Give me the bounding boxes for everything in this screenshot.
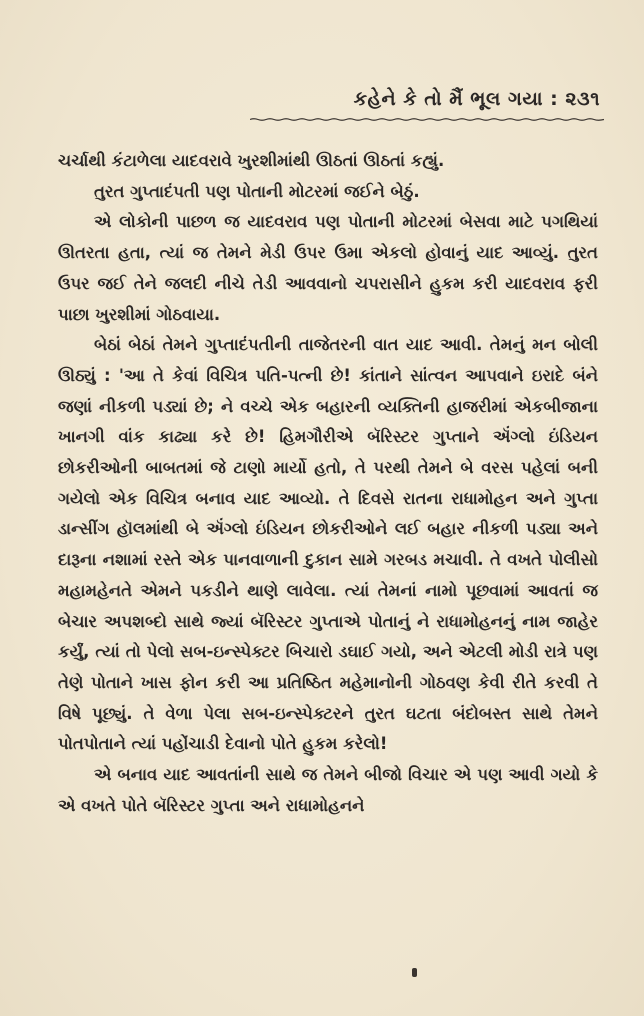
header-wavy-rule	[250, 118, 604, 121]
paragraph-1: ચર્ચાથી કંટાળેલા યાદવરાવે ખુરશીમાંથી ઊઠતાં ઊઠતાં કહ્યું.	[58, 151, 445, 170]
ink-speck	[412, 968, 417, 977]
paragraph-3: એ લોકોની પાછળ જ યાદવરાવ પણ પોતાની મોટરમાં બેસવા માટે પગથિયાં ઊતરતા હતા, ત્યાં જ તેમને મેડી ઉપર ઉમા એકલો હોવાનું યાદ આવ્યું. તુરત ઉપર જઈ તેને જલદી નીચે તેડી આવવાનો ચપરાસીને હુકમ કરી યાદવરાવ ફરી પાછા ખુરશીમાં ગોઠવાયા.	[58, 212, 598, 324]
running-title: કહેને કે તો મૈં ભૂલ ગયા : ૨૩૧	[353, 88, 600, 110]
page-body	[58, 146, 598, 821]
paragraph-4: બેઠાં બેઠાં તેમને ગુપ્તાદંપતીની તાજેતરની વાત યાદ આવી. તેમનું મન બોલી ઊઠ્યું : 'આ તે કેવાં વિચિત્ર પતિ-પત્ની છે! કાંતાને સાંત્વન આપવાને ઇરાદે બંને જણાં નીકળી પડ્યાં છે; ને વચ્ચે એક બહારની વ્યક્તિની હાજરીમાં એકબીજાના ખાનગી વાંક કાઢ્યા કરે છે! હિમગૌરીએ બૅરિસ્ટર ગુપ્તાને ઍંગ્લો ઇંડિયન છોકરીઓની બાબતમાં જે ટાણો માર્યો હતો, તે પરથી તેમને બે વરસ પહેલાં બની ગયેલો એક વિચિત્ર બનાવ યાદ આવ્યો. તે દિવસે રાતના રાધામોહન અને ગુપ્તા ડાન્સીંગ હૉલમાંથી બે ઍંગ્લો ઇંડિયન છોકરીઓને લઈ બહાર નીકળી પડ્યા અને દારૂના નશામાં રસ્તે એક પાનવાળાની દુકાન સામે ગરબડ મચાવી. તે વખતે પોલીસો મહામહેનતે એમને પકડીને થાણે લાવેલા. ત્યાં તેમનાં નામો પૂછવામાં આવતાં જ બેચાર અપશબ્દો સાથે જ્યાં બૅરિસ્ટર ગુપ્તાએ પોતાનું ને રાધામોહનનું નામ જાહેર કર્યું, ત્યાં તો પેલો સબ-ઇન્સ્પેક્ટર બિચારો ડઘાઈ ગયો, અને એટલી મોડી રાત્રે પણ તેણે પોતાને ખાસ ફોન કરી આ પ્રતિષ્ઠિત મહેમાનોની ગોઠવણ કેવી રીતે કરવી તે વિષે પૂછ્યું. તે વેળા પેલા સબ-ઇન્સ્પેક્ટરને તુરત ઘટતા બંદોબસ્ત સાથે તેમને પોતપોતાને ત્યાં પહોંચાડી દેવાનો પોતે હુકમ કરેલો!	[58, 335, 598, 754]
page-header	[0, 80, 644, 120]
paragraph-2: તુરત ગુપ્તાદંપતી પણ પોતાની મોટરમાં જઈને બેઠું.	[94, 181, 420, 201]
paragraph-5: એ બનાવ યાદ આવતાંની સાથે જ તેમને બીજો વિચાર એ પણ આવી ગયો કે એ વખતે પોતે બૅરિસ્ટર ગુપ્તા અને રાધામોહનને	[58, 765, 598, 815]
